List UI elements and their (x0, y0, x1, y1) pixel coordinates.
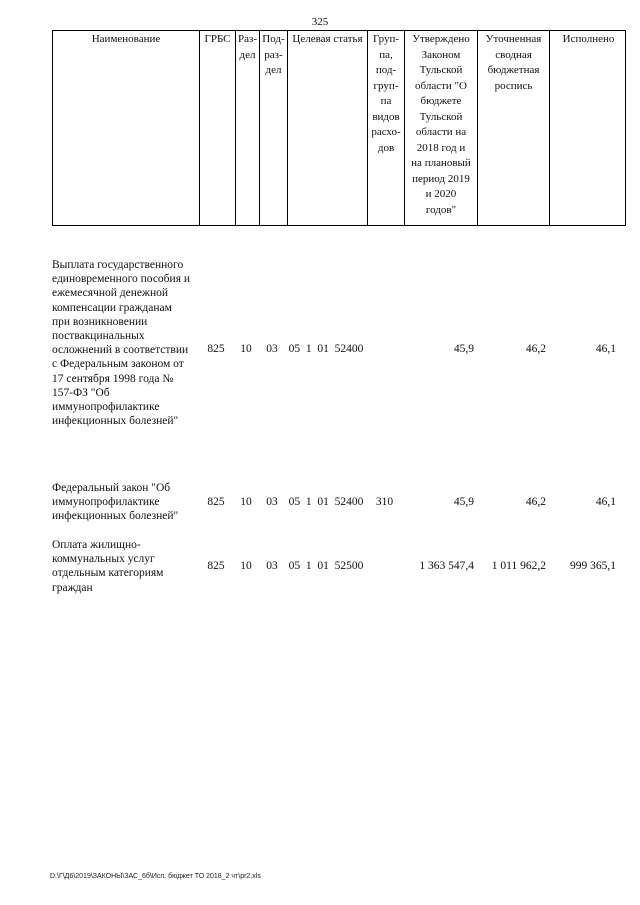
table-header (52, 30, 626, 226)
row-refined: 46,2 (525, 343, 546, 355)
row-target: 05 1 01 52400 (288, 496, 364, 508)
col-approved-header: Утверждено Законом Тульской области "О бюджете Тульской области на 2018 год и на плановый период 2019 и 2020 годов" (404, 31, 477, 225)
row-razdel: 10 (240, 560, 252, 572)
row-name: Федеральный закон "Об иммунопрофилактике инфекционных болезней" (52, 482, 179, 523)
col-group-header: Груп- па, под- груп- па видов расхо- дов (367, 31, 404, 225)
file-path-footer: D:\Г\Д6\2019\ЗАКОНЫ\ЗАС_6б\Исп. бюджет ТО 2018_2 чт\pr2.xls (50, 873, 261, 880)
row-refined: 46,2 (525, 496, 546, 508)
row-executed: 46,1 (595, 343, 616, 355)
row-podrazdel: 03 (266, 343, 278, 355)
table-row (0, 481, 640, 526)
row-name: Выплата государственного единовременного пособия и ежемесячной денежной компенсации гражданам при возникновении поствакцинальных осложнений в соответствии с Федеральным законом от 17 сентября 1998 года № 157-ФЗ "Об иммунопрофилактике инфекционных болезней" (52, 259, 191, 428)
col-name-header: Наименование (91, 33, 161, 45)
row-podrazdel: 03 (266, 560, 278, 572)
row-grbs: 825 (207, 343, 225, 355)
row-refined: 1 011 962,2 (491, 560, 546, 572)
row-approved: 1 363 547,4 (419, 560, 474, 572)
row-executed: 999 365,1 (570, 560, 616, 572)
page-number: 325 (311, 16, 329, 28)
row-name: Оплата жилищно- коммунальных услуг отдельным категориям граждан (52, 539, 164, 594)
row-approved: 45,9 (453, 496, 474, 508)
col-podrazdel-header: Под- раз- дел (259, 31, 287, 225)
row-approved: 45,9 (453, 343, 474, 355)
table-row (0, 258, 640, 438)
row-razdel: 10 (240, 343, 252, 355)
row-executed: 46,1 (595, 496, 616, 508)
row-group: 310 (375, 496, 394, 508)
col-grbs-header: ГРБС (199, 31, 235, 225)
row-razdel: 10 (240, 496, 252, 508)
col-target-header: Целевая статья (287, 31, 367, 225)
col-refined-header: Уточненная сводная бюджетная роспись (477, 31, 549, 225)
row-target: 05 1 01 52500 (288, 560, 364, 572)
row-target: 05 1 01 52400 (288, 343, 364, 355)
col-razdel-header: Раз- дел (235, 31, 259, 225)
row-grbs: 825 (207, 496, 225, 508)
table-row (0, 538, 640, 598)
row-grbs: 825 (207, 560, 225, 572)
col-executed-header: Исполнено (549, 31, 627, 225)
row-podrazdel: 03 (266, 496, 278, 508)
